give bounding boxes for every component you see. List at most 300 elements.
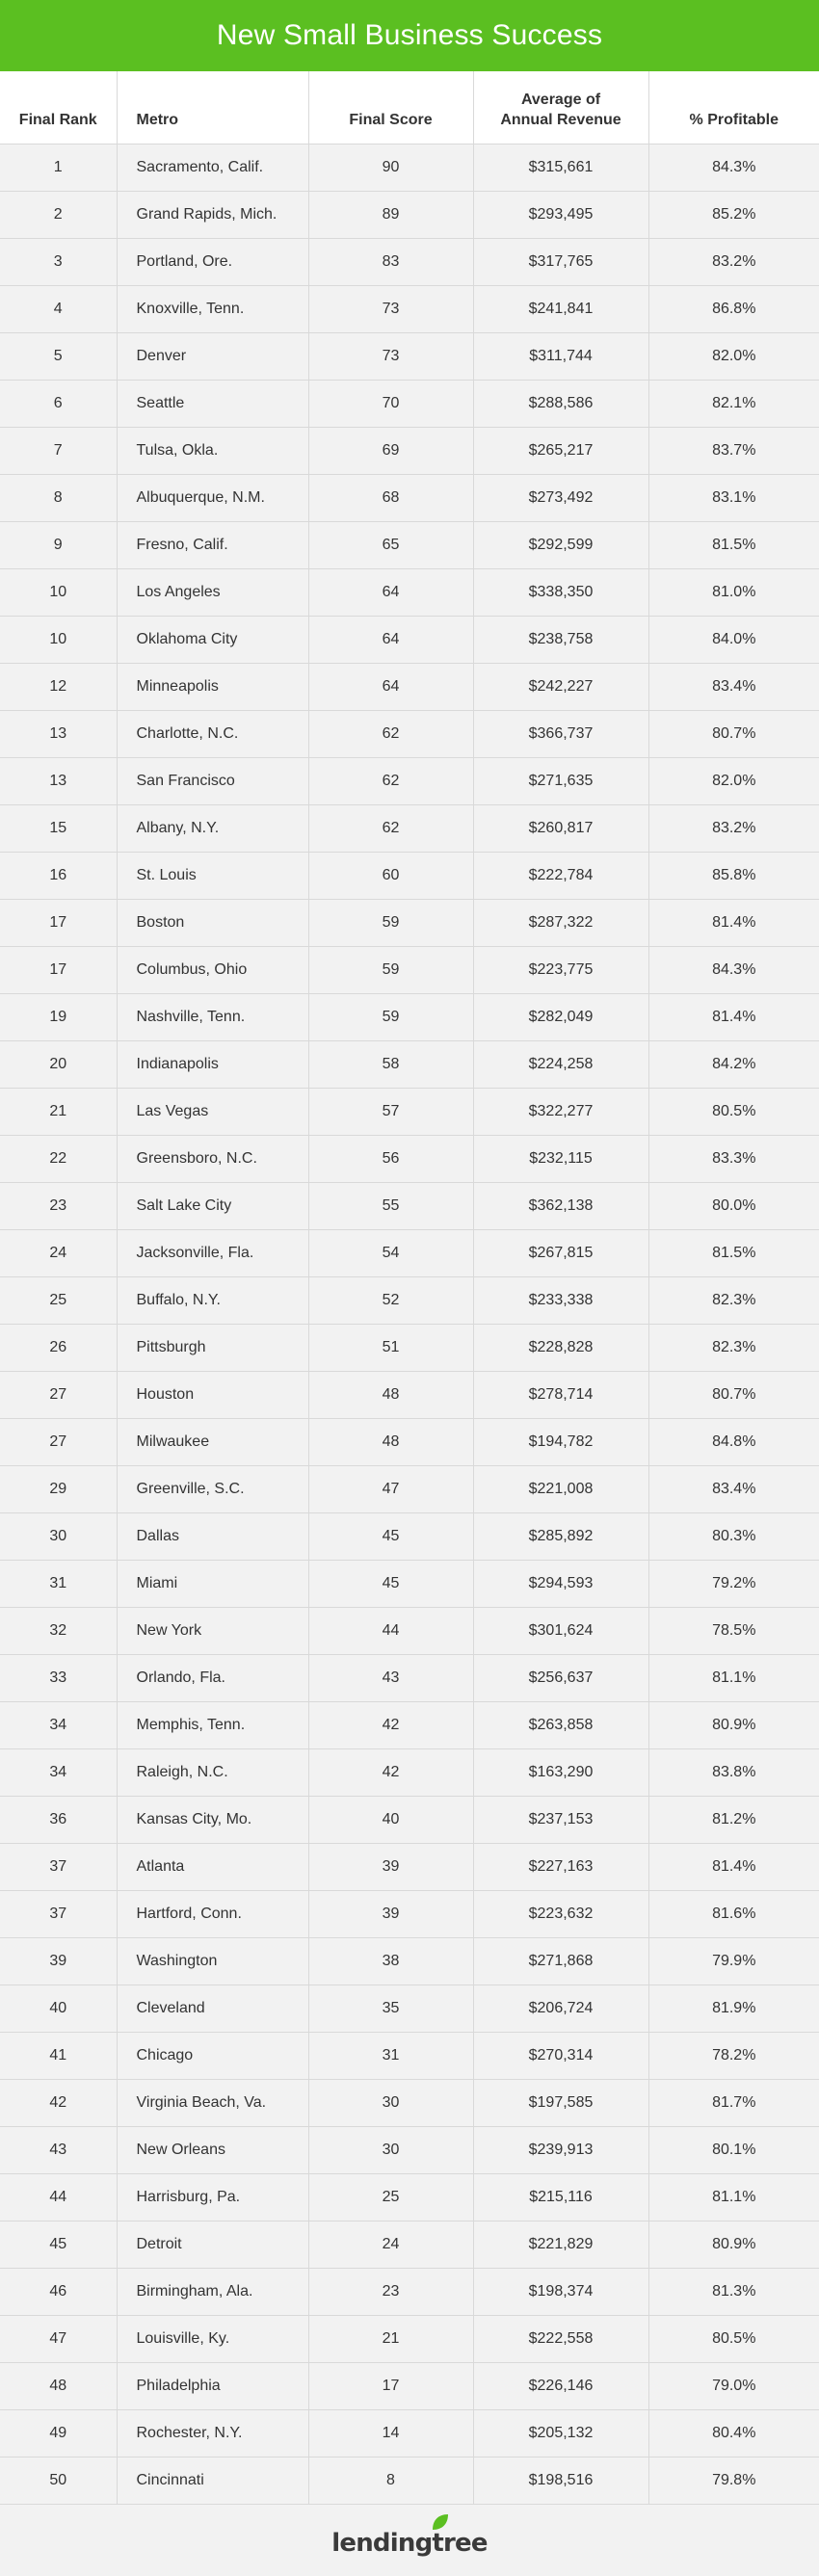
cell-profitable: 85.2% bbox=[648, 191, 819, 238]
cell-revenue: $294,593 bbox=[473, 1560, 648, 1607]
cell-metro: Albany, N.Y. bbox=[117, 804, 308, 852]
cell-revenue: $282,049 bbox=[473, 993, 648, 1040]
cell-profitable: 81.5% bbox=[648, 521, 819, 568]
cell-score: 40 bbox=[308, 1796, 473, 1843]
cell-profitable: 83.1% bbox=[648, 474, 819, 521]
logo-text: lendingtree bbox=[331, 2529, 488, 2558]
cell-revenue: $322,277 bbox=[473, 1088, 648, 1135]
cell-revenue: $221,829 bbox=[473, 2221, 648, 2268]
table-row bbox=[0, 1796, 819, 1843]
cell-profitable: 80.9% bbox=[648, 1701, 819, 1748]
cell-score: 64 bbox=[308, 568, 473, 616]
cell-score: 47 bbox=[308, 1465, 473, 1512]
cell-score: 83 bbox=[308, 238, 473, 285]
cell-revenue: $271,868 bbox=[473, 1937, 648, 1985]
table-row bbox=[0, 899, 819, 946]
cell-profitable: 79.2% bbox=[648, 1560, 819, 1607]
cell-profitable: 81.9% bbox=[648, 1985, 819, 2032]
cell-revenue: $338,350 bbox=[473, 568, 648, 616]
cell-score: 24 bbox=[308, 2221, 473, 2268]
cell-metro: Raleigh, N.C. bbox=[117, 1748, 308, 1796]
cell-revenue: $293,495 bbox=[473, 191, 648, 238]
cell-profitable: 83.2% bbox=[648, 804, 819, 852]
cell-rank: 2 bbox=[0, 191, 117, 238]
cell-revenue: $215,116 bbox=[473, 2173, 648, 2221]
cell-rank: 41 bbox=[0, 2032, 117, 2079]
cell-profitable: 81.6% bbox=[648, 1890, 819, 1937]
table-row bbox=[0, 2315, 819, 2362]
table-row bbox=[0, 946, 819, 993]
cell-rank: 31 bbox=[0, 1560, 117, 1607]
cell-revenue: $317,765 bbox=[473, 238, 648, 285]
cell-profitable: 81.4% bbox=[648, 993, 819, 1040]
cell-rank: 37 bbox=[0, 1890, 117, 1937]
cell-revenue: $301,624 bbox=[473, 1607, 648, 1654]
cell-metro: Cincinnati bbox=[117, 2457, 308, 2504]
cell-rank: 4 bbox=[0, 285, 117, 332]
cell-revenue: $224,258 bbox=[473, 1040, 648, 1088]
cell-metro: Miami bbox=[117, 1560, 308, 1607]
cell-revenue: $285,892 bbox=[473, 1512, 648, 1560]
cell-profitable: 80.3% bbox=[648, 1512, 819, 1560]
cell-profitable: 79.0% bbox=[648, 2362, 819, 2409]
cell-metro: Portland, Ore. bbox=[117, 238, 308, 285]
table-row bbox=[0, 568, 819, 616]
table-row bbox=[0, 521, 819, 568]
cell-profitable: 83.8% bbox=[648, 1748, 819, 1796]
cell-metro: Sacramento, Calif. bbox=[117, 144, 308, 191]
cell-revenue: $233,338 bbox=[473, 1276, 648, 1324]
cell-rank: 13 bbox=[0, 710, 117, 757]
cell-rank: 39 bbox=[0, 1937, 117, 1985]
cell-rank: 34 bbox=[0, 1748, 117, 1796]
table-row bbox=[0, 2457, 819, 2504]
table-row bbox=[0, 427, 819, 474]
cell-score: 39 bbox=[308, 1890, 473, 1937]
table-row bbox=[0, 2173, 819, 2221]
cell-metro: Buffalo, N.Y. bbox=[117, 1276, 308, 1324]
cell-profitable: 80.1% bbox=[648, 2126, 819, 2173]
cell-rank: 20 bbox=[0, 1040, 117, 1088]
cell-metro: Fresno, Calif. bbox=[117, 521, 308, 568]
cell-revenue: $198,516 bbox=[473, 2457, 648, 2504]
cell-revenue: $197,585 bbox=[473, 2079, 648, 2126]
table-row bbox=[0, 1276, 819, 1324]
cell-rank: 8 bbox=[0, 474, 117, 521]
cell-metro: Boston bbox=[117, 899, 308, 946]
table-row bbox=[0, 380, 819, 427]
cell-metro: San Francisco bbox=[117, 757, 308, 804]
cell-revenue: $163,290 bbox=[473, 1748, 648, 1796]
table-row bbox=[0, 1512, 819, 1560]
cell-metro: Nashville, Tenn. bbox=[117, 993, 308, 1040]
cell-profitable: 81.3% bbox=[648, 2268, 819, 2315]
column-header-revenue-line1: Average of bbox=[520, 91, 601, 108]
cell-revenue: $205,132 bbox=[473, 2409, 648, 2457]
cell-revenue: $267,815 bbox=[473, 1229, 648, 1276]
cell-rank: 50 bbox=[0, 2457, 117, 2504]
cell-score: 90 bbox=[308, 144, 473, 191]
cell-profitable: 81.4% bbox=[648, 1843, 819, 1890]
cell-rank: 22 bbox=[0, 1135, 117, 1182]
cell-metro: Greensboro, N.C. bbox=[117, 1135, 308, 1182]
cell-profitable: 80.7% bbox=[648, 710, 819, 757]
cell-rank: 42 bbox=[0, 2079, 117, 2126]
cell-rank: 46 bbox=[0, 2268, 117, 2315]
cell-profitable: 82.0% bbox=[648, 757, 819, 804]
cell-rank: 47 bbox=[0, 2315, 117, 2362]
table-row bbox=[0, 1890, 819, 1937]
cell-profitable: 83.7% bbox=[648, 427, 819, 474]
cell-rank: 15 bbox=[0, 804, 117, 852]
cell-revenue: $232,115 bbox=[473, 1135, 648, 1182]
cell-metro: Kansas City, Mo. bbox=[117, 1796, 308, 1843]
cell-rank: 27 bbox=[0, 1418, 117, 1465]
column-header-revenue bbox=[473, 71, 648, 144]
cell-profitable: 83.3% bbox=[648, 1135, 819, 1182]
cell-profitable: 83.4% bbox=[648, 663, 819, 710]
cell-revenue: $239,913 bbox=[473, 2126, 648, 2173]
table-row bbox=[0, 1040, 819, 1088]
cell-revenue: $242,227 bbox=[473, 663, 648, 710]
cell-rank: 6 bbox=[0, 380, 117, 427]
table-row bbox=[0, 757, 819, 804]
cell-score: 42 bbox=[308, 1748, 473, 1796]
cell-profitable: 79.8% bbox=[648, 2457, 819, 2504]
cell-profitable: 85.8% bbox=[648, 852, 819, 899]
cell-score: 60 bbox=[308, 852, 473, 899]
cell-profitable: 81.5% bbox=[648, 1229, 819, 1276]
cell-rank: 27 bbox=[0, 1371, 117, 1418]
cell-rank: 21 bbox=[0, 1088, 117, 1135]
cell-profitable: 80.9% bbox=[648, 2221, 819, 2268]
cell-profitable: 80.5% bbox=[648, 2315, 819, 2362]
cell-score: 89 bbox=[308, 191, 473, 238]
cell-revenue: $241,841 bbox=[473, 285, 648, 332]
cell-score: 8 bbox=[308, 2457, 473, 2504]
table-row bbox=[0, 1324, 819, 1371]
cell-metro: Chicago bbox=[117, 2032, 308, 2079]
cell-profitable: 84.2% bbox=[648, 1040, 819, 1088]
table-row bbox=[0, 2268, 819, 2315]
table-row bbox=[0, 1418, 819, 1465]
cell-profitable: 84.8% bbox=[648, 1418, 819, 1465]
cell-rank: 19 bbox=[0, 993, 117, 1040]
lendingtree-logo bbox=[331, 2523, 487, 2558]
column-header-rank: Final Rank bbox=[0, 71, 117, 144]
cell-score: 68 bbox=[308, 474, 473, 521]
cell-score: 48 bbox=[308, 1418, 473, 1465]
table-row bbox=[0, 1229, 819, 1276]
column-header-revenue-line2: Annual Revenue bbox=[500, 111, 621, 128]
table-row bbox=[0, 1937, 819, 1985]
cell-revenue: $227,163 bbox=[473, 1843, 648, 1890]
cell-score: 52 bbox=[308, 1276, 473, 1324]
table-row bbox=[0, 1371, 819, 1418]
cell-revenue: $198,374 bbox=[473, 2268, 648, 2315]
cell-rank: 26 bbox=[0, 1324, 117, 1371]
cell-profitable: 80.5% bbox=[648, 1088, 819, 1135]
cell-revenue: $263,858 bbox=[473, 1701, 648, 1748]
cell-rank: 1 bbox=[0, 144, 117, 191]
cell-metro: St. Louis bbox=[117, 852, 308, 899]
cell-rank: 29 bbox=[0, 1465, 117, 1512]
cell-score: 30 bbox=[308, 2079, 473, 2126]
cell-rank: 24 bbox=[0, 1229, 117, 1276]
table-row bbox=[0, 804, 819, 852]
table-row bbox=[0, 285, 819, 332]
cell-rank: 40 bbox=[0, 1985, 117, 2032]
cell-score: 59 bbox=[308, 899, 473, 946]
cell-metro: Detroit bbox=[117, 2221, 308, 2268]
table-row bbox=[0, 332, 819, 380]
cell-metro: Louisville, Ky. bbox=[117, 2315, 308, 2362]
cell-score: 64 bbox=[308, 616, 473, 663]
cell-metro: Albuquerque, N.M. bbox=[117, 474, 308, 521]
cell-rank: 13 bbox=[0, 757, 117, 804]
cell-score: 69 bbox=[308, 427, 473, 474]
cell-metro: Indianapolis bbox=[117, 1040, 308, 1088]
cell-metro: Dallas bbox=[117, 1512, 308, 1560]
cell-metro: Oklahoma City bbox=[117, 616, 308, 663]
cell-profitable: 81.1% bbox=[648, 1654, 819, 1701]
cell-rank: 48 bbox=[0, 2362, 117, 2409]
cell-rank: 7 bbox=[0, 427, 117, 474]
cell-score: 62 bbox=[308, 710, 473, 757]
cell-revenue: $222,558 bbox=[473, 2315, 648, 2362]
table-row bbox=[0, 1465, 819, 1512]
cell-rank: 17 bbox=[0, 946, 117, 993]
cell-profitable: 84.3% bbox=[648, 946, 819, 993]
table-row bbox=[0, 191, 819, 238]
cell-rank: 45 bbox=[0, 2221, 117, 2268]
cell-metro: Rochester, N.Y. bbox=[117, 2409, 308, 2457]
table-row bbox=[0, 710, 819, 757]
cell-metro: Greenville, S.C. bbox=[117, 1465, 308, 1512]
cell-revenue: $237,153 bbox=[473, 1796, 648, 1843]
table-row bbox=[0, 1088, 819, 1135]
cell-revenue: $287,322 bbox=[473, 899, 648, 946]
cell-score: 30 bbox=[308, 2126, 473, 2173]
cell-score: 45 bbox=[308, 1560, 473, 1607]
cell-rank: 49 bbox=[0, 2409, 117, 2457]
table-row bbox=[0, 2079, 819, 2126]
cell-score: 25 bbox=[308, 2173, 473, 2221]
cell-score: 42 bbox=[308, 1701, 473, 1748]
cell-score: 62 bbox=[308, 757, 473, 804]
cell-rank: 37 bbox=[0, 1843, 117, 1890]
cell-revenue: $223,775 bbox=[473, 946, 648, 993]
cell-score: 45 bbox=[308, 1512, 473, 1560]
cell-profitable: 81.4% bbox=[648, 899, 819, 946]
cell-revenue: $256,637 bbox=[473, 1654, 648, 1701]
cell-metro: Los Angeles bbox=[117, 568, 308, 616]
cell-score: 57 bbox=[308, 1088, 473, 1135]
cell-metro: Denver bbox=[117, 332, 308, 380]
cell-profitable: 82.1% bbox=[648, 380, 819, 427]
cell-metro: Houston bbox=[117, 1371, 308, 1418]
cell-revenue: $260,817 bbox=[473, 804, 648, 852]
cell-score: 14 bbox=[308, 2409, 473, 2457]
cell-metro: Milwaukee bbox=[117, 1418, 308, 1465]
cell-profitable: 83.4% bbox=[648, 1465, 819, 1512]
cell-score: 38 bbox=[308, 1937, 473, 1985]
cell-profitable: 80.7% bbox=[648, 1371, 819, 1418]
table-row bbox=[0, 1748, 819, 1796]
cell-metro: Charlotte, N.C. bbox=[117, 710, 308, 757]
cell-rank: 36 bbox=[0, 1796, 117, 1843]
cell-revenue: $273,492 bbox=[473, 474, 648, 521]
cell-metro: Cleveland bbox=[117, 1985, 308, 2032]
page-title bbox=[0, 0, 819, 71]
table-row bbox=[0, 1135, 819, 1182]
table-row bbox=[0, 1843, 819, 1890]
cell-rank: 23 bbox=[0, 1182, 117, 1229]
cell-rank: 30 bbox=[0, 1512, 117, 1560]
cell-metro: New Orleans bbox=[117, 2126, 308, 2173]
cell-rank: 34 bbox=[0, 1701, 117, 1748]
cell-profitable: 82.3% bbox=[648, 1276, 819, 1324]
table-row bbox=[0, 1182, 819, 1229]
cell-rank: 12 bbox=[0, 663, 117, 710]
cell-rank: 32 bbox=[0, 1607, 117, 1654]
cell-metro: Hartford, Conn. bbox=[117, 1890, 308, 1937]
cell-revenue: $292,599 bbox=[473, 521, 648, 568]
cell-score: 31 bbox=[308, 2032, 473, 2079]
cell-rank: 16 bbox=[0, 852, 117, 899]
cell-revenue: $366,737 bbox=[473, 710, 648, 757]
cell-metro: Atlanta bbox=[117, 1843, 308, 1890]
cell-score: 59 bbox=[308, 946, 473, 993]
table-row bbox=[0, 1701, 819, 1748]
cell-revenue: $288,586 bbox=[473, 380, 648, 427]
cell-profitable: 81.0% bbox=[648, 568, 819, 616]
cell-score: 59 bbox=[308, 993, 473, 1040]
cell-rank: 10 bbox=[0, 568, 117, 616]
cell-rank: 5 bbox=[0, 332, 117, 380]
cell-score: 64 bbox=[308, 663, 473, 710]
cell-revenue: $238,758 bbox=[473, 616, 648, 663]
cell-rank: 25 bbox=[0, 1276, 117, 1324]
cell-metro: Las Vegas bbox=[117, 1088, 308, 1135]
cell-score: 55 bbox=[308, 1182, 473, 1229]
column-header-score: Final Score bbox=[308, 71, 473, 144]
cell-score: 48 bbox=[308, 1371, 473, 1418]
cell-score: 17 bbox=[308, 2362, 473, 2409]
table-row bbox=[0, 2221, 819, 2268]
cell-revenue: $223,632 bbox=[473, 1890, 648, 1937]
table-row bbox=[0, 1607, 819, 1654]
table-row bbox=[0, 852, 819, 899]
table-row bbox=[0, 1560, 819, 1607]
cell-score: 51 bbox=[308, 1324, 473, 1371]
cell-profitable: 83.2% bbox=[648, 238, 819, 285]
cell-metro: Salt Lake City bbox=[117, 1182, 308, 1229]
table-row bbox=[0, 2032, 819, 2079]
cell-score: 56 bbox=[308, 1135, 473, 1182]
cell-rank: 43 bbox=[0, 2126, 117, 2173]
table-row bbox=[0, 238, 819, 285]
table-row bbox=[0, 144, 819, 191]
cell-revenue: $265,217 bbox=[473, 427, 648, 474]
table-row bbox=[0, 1654, 819, 1701]
cell-revenue: $362,138 bbox=[473, 1182, 648, 1229]
cell-revenue: $206,724 bbox=[473, 1985, 648, 2032]
cell-rank: 33 bbox=[0, 1654, 117, 1701]
table-row bbox=[0, 2409, 819, 2457]
cell-revenue: $221,008 bbox=[473, 1465, 648, 1512]
table-row bbox=[0, 663, 819, 710]
cell-profitable: 81.2% bbox=[648, 1796, 819, 1843]
cell-profitable: 80.4% bbox=[648, 2409, 819, 2457]
cell-revenue: $271,635 bbox=[473, 757, 648, 804]
cell-metro: Washington bbox=[117, 1937, 308, 1985]
cell-revenue: $228,828 bbox=[473, 1324, 648, 1371]
cell-score: 54 bbox=[308, 1229, 473, 1276]
cell-score: 62 bbox=[308, 804, 473, 852]
cell-metro: Harrisburg, Pa. bbox=[117, 2173, 308, 2221]
cell-score: 73 bbox=[308, 285, 473, 332]
table-body bbox=[0, 144, 819, 2504]
footer bbox=[0, 2505, 819, 2576]
cell-score: 70 bbox=[308, 380, 473, 427]
cell-profitable: 80.0% bbox=[648, 1182, 819, 1229]
cell-revenue: $226,146 bbox=[473, 2362, 648, 2409]
cell-profitable: 79.9% bbox=[648, 1937, 819, 1985]
cell-profitable: 78.2% bbox=[648, 2032, 819, 2079]
title-text: New Small Business Success bbox=[216, 19, 603, 51]
cell-rank: 9 bbox=[0, 521, 117, 568]
cell-score: 23 bbox=[308, 2268, 473, 2315]
cell-revenue: $194,782 bbox=[473, 1418, 648, 1465]
cell-metro: Jacksonville, Fla. bbox=[117, 1229, 308, 1276]
cell-revenue: $270,314 bbox=[473, 2032, 648, 2079]
table-row bbox=[0, 616, 819, 663]
leaf-icon bbox=[432, 2513, 449, 2531]
cell-revenue: $222,784 bbox=[473, 852, 648, 899]
cell-profitable: 78.5% bbox=[648, 1607, 819, 1654]
cell-profitable: 82.0% bbox=[648, 332, 819, 380]
cell-score: 35 bbox=[308, 1985, 473, 2032]
cell-profitable: 84.3% bbox=[648, 144, 819, 191]
cell-score: 44 bbox=[308, 1607, 473, 1654]
cell-rank: 10 bbox=[0, 616, 117, 663]
cell-metro: Memphis, Tenn. bbox=[117, 1701, 308, 1748]
cell-score: 73 bbox=[308, 332, 473, 380]
cell-profitable: 86.8% bbox=[648, 285, 819, 332]
table-row bbox=[0, 2126, 819, 2173]
cell-metro: Minneapolis bbox=[117, 663, 308, 710]
column-header-metro: Metro bbox=[117, 71, 308, 144]
table-row bbox=[0, 2362, 819, 2409]
cell-metro: Virginia Beach, Va. bbox=[117, 2079, 308, 2126]
cell-revenue: $311,744 bbox=[473, 332, 648, 380]
cell-metro: Orlando, Fla. bbox=[117, 1654, 308, 1701]
cell-metro: Birmingham, Ala. bbox=[117, 2268, 308, 2315]
cell-score: 65 bbox=[308, 521, 473, 568]
cell-revenue: $315,661 bbox=[473, 144, 648, 191]
cell-score: 43 bbox=[308, 1654, 473, 1701]
table-header-row bbox=[0, 71, 819, 144]
table-row bbox=[0, 993, 819, 1040]
cell-profitable: 84.0% bbox=[648, 616, 819, 663]
table-row bbox=[0, 1985, 819, 2032]
cell-metro: Knoxville, Tenn. bbox=[117, 285, 308, 332]
cell-score: 21 bbox=[308, 2315, 473, 2362]
cell-rank: 44 bbox=[0, 2173, 117, 2221]
cell-metro: Seattle bbox=[117, 380, 308, 427]
cell-metro: Grand Rapids, Mich. bbox=[117, 191, 308, 238]
